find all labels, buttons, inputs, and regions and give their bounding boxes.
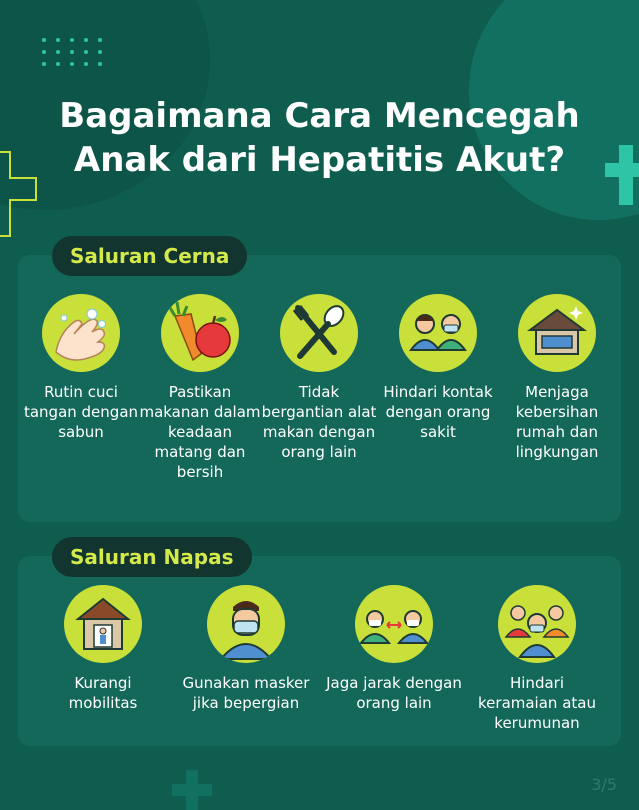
stay-home-icon [64, 585, 142, 663]
section-heading-saluran-cerna: Saluran Cerna [52, 236, 247, 276]
item-alat-makan [258, 294, 380, 462]
item-label: Rutin cuci tangan dengan sabun [23, 383, 139, 441]
mask-person-icon [207, 585, 285, 663]
item-rumah-bersih [496, 294, 618, 462]
decorative-dots [42, 38, 104, 66]
item-hindari-kontak [377, 294, 499, 442]
food-icon [161, 294, 239, 372]
item-jaga-jarak [326, 585, 462, 713]
crowd-icon [498, 585, 576, 663]
plus-icon [172, 770, 212, 810]
distance-icon [355, 585, 433, 663]
cutlery-icon [280, 294, 358, 372]
item-hindari-keramaian [470, 585, 604, 733]
item-label: Menjaga kebersihan rumah dan lingkungan [515, 383, 599, 461]
section-heading-saluran-napas: Saluran Napas [52, 537, 252, 577]
item-makanan-matang [139, 294, 261, 482]
page-indicator: 3/5 [591, 775, 617, 794]
page-title [0, 94, 639, 182]
item-label: Hindari keramaian atau kerumunan [478, 674, 596, 732]
item-kurangi-mobilitas [38, 585, 168, 713]
item-label: Jaga jarak dengan orang lain [326, 674, 462, 712]
item-label: Gunakan masker jika bepergian [182, 674, 310, 712]
handwash-icon [42, 294, 120, 372]
clean-house-icon [518, 294, 596, 372]
item-cuci-tangan [20, 294, 142, 442]
item-gunakan-masker [172, 585, 320, 713]
item-label: Kurangi mobilitas [68, 674, 138, 712]
title-line-1: Bagaimana Cara Mencegah [59, 96, 580, 136]
people-mask-icon [399, 294, 477, 372]
item-label: Tidak bergantian alat makan dengan orang lain [261, 383, 377, 461]
title-line-2: Anak dari Hepatitis Akut? [73, 140, 566, 180]
item-label: Pastikan makanan dalam keadaan matang dan bersih [139, 383, 261, 481]
item-label: Hindari kontak dengan orang sakit [383, 383, 493, 441]
